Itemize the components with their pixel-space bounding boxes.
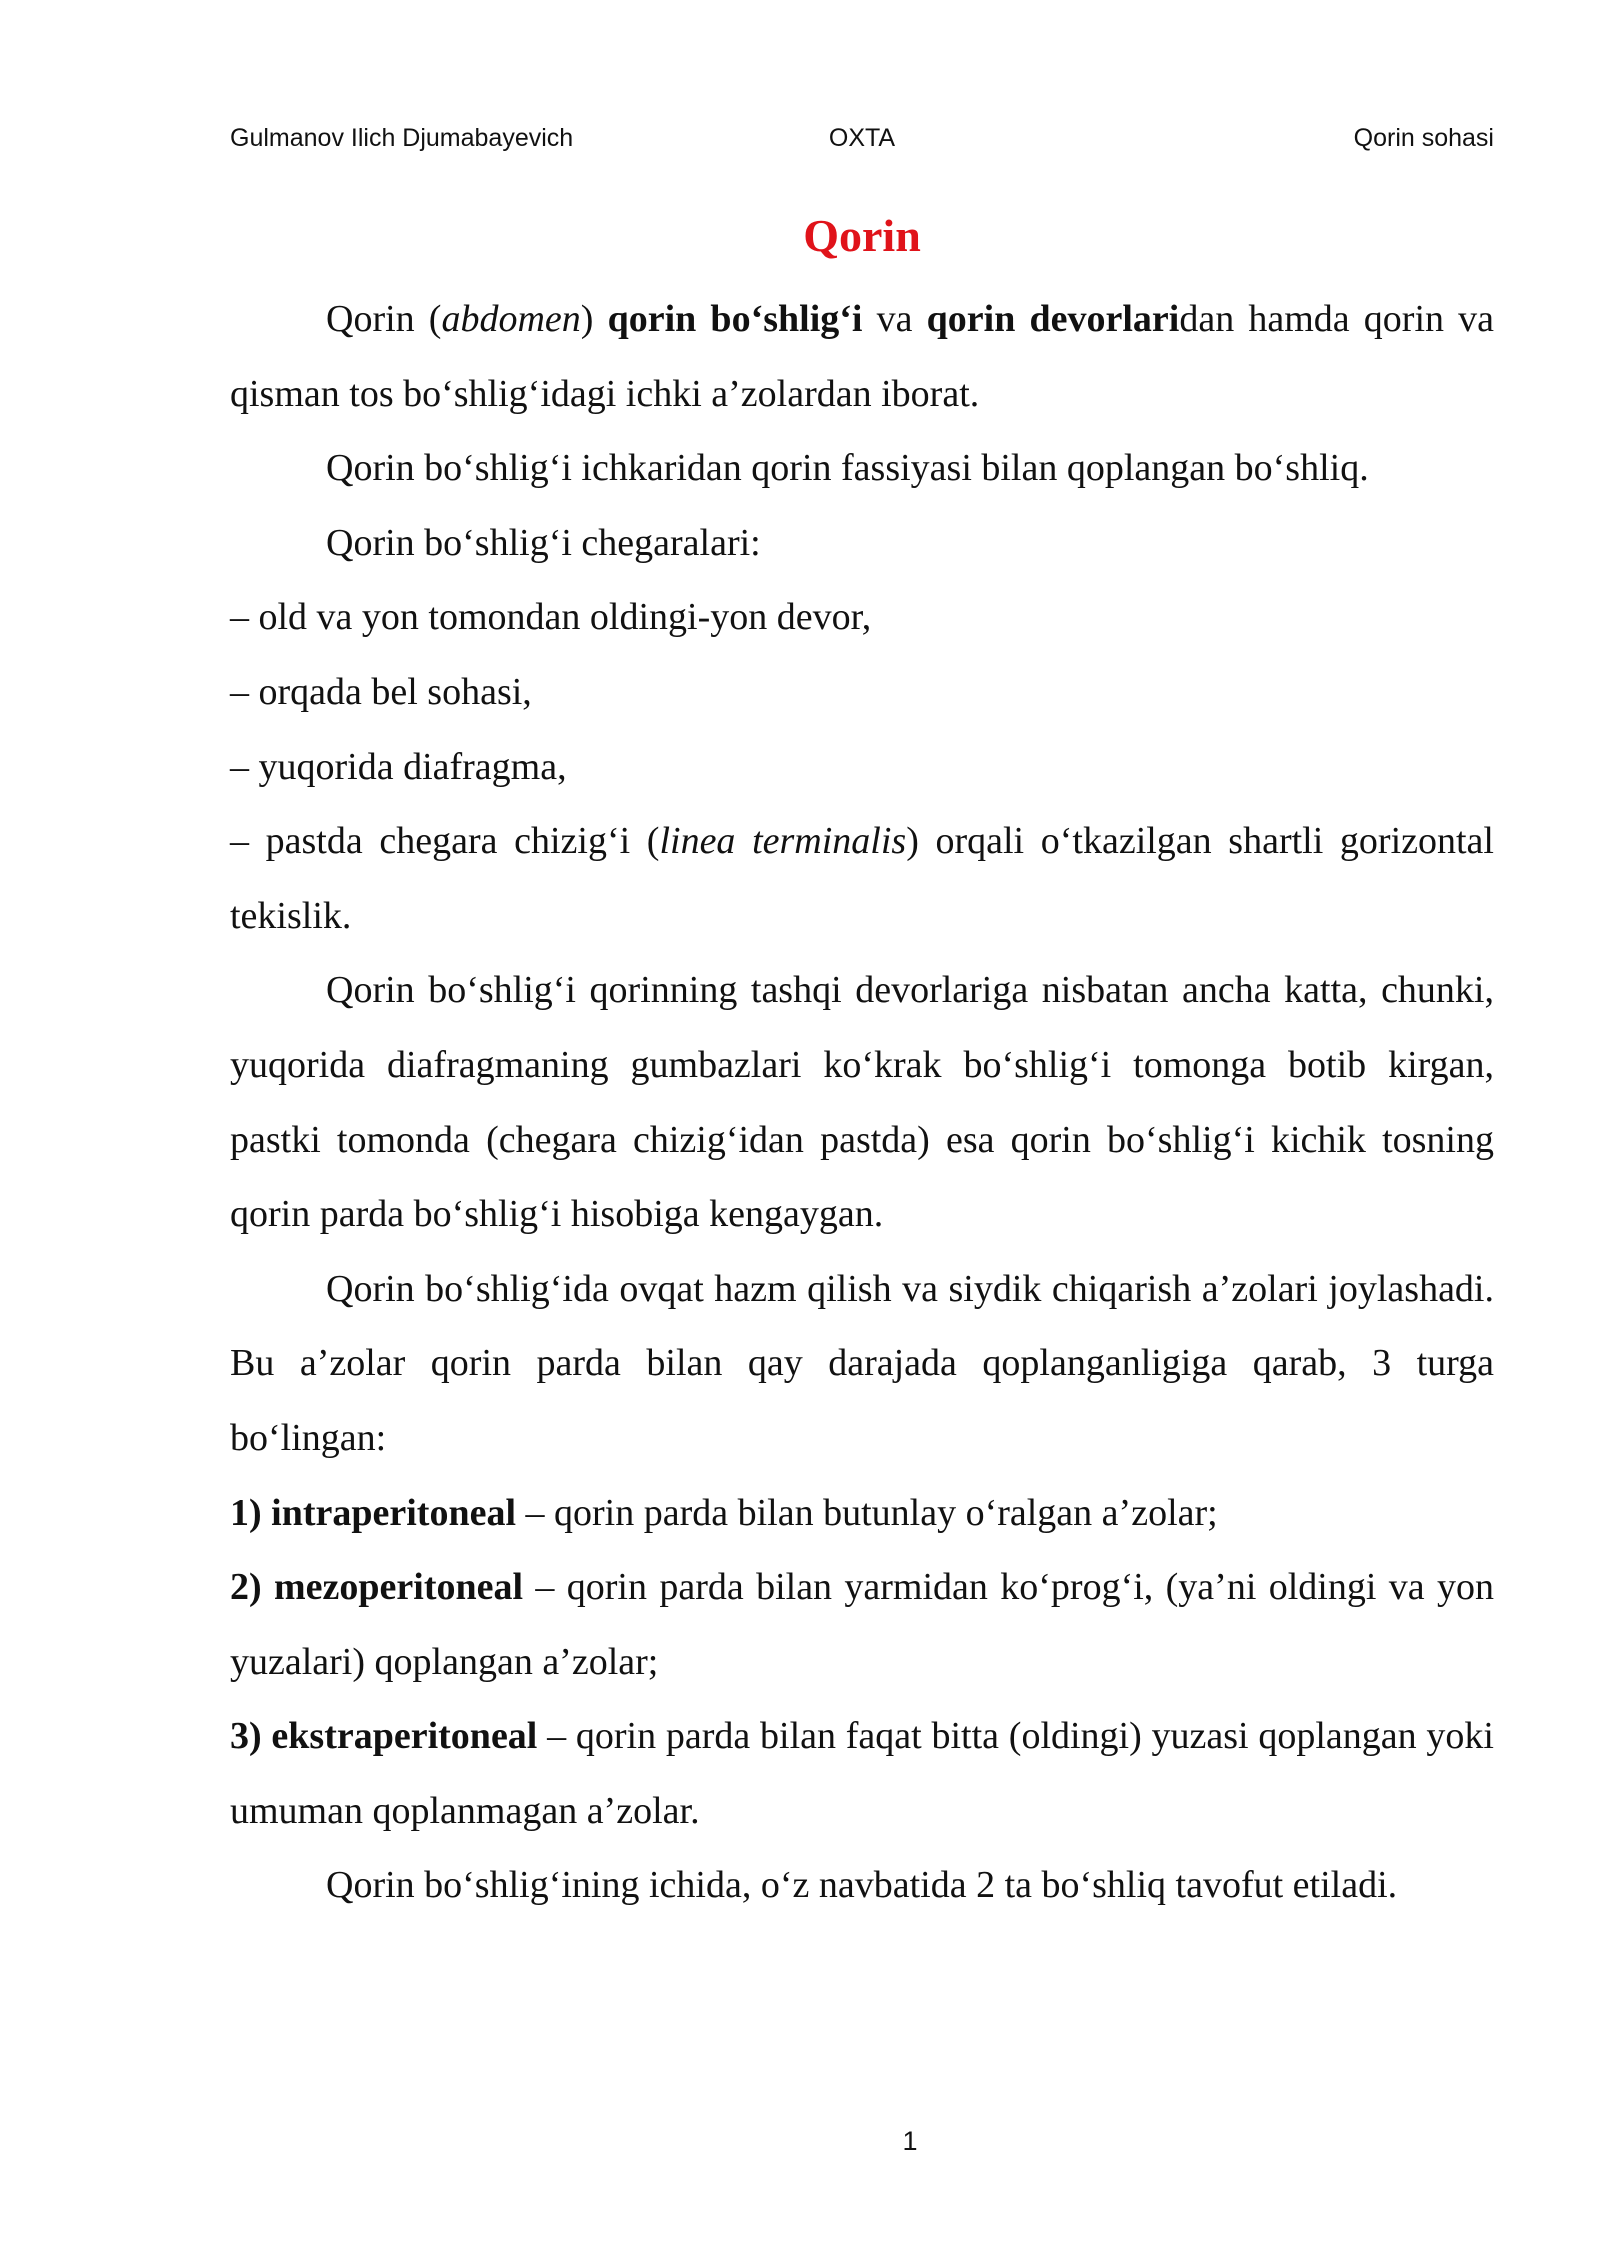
type-3-desc: – qorin parda bilan faqat bitta (oldingi) yuzasi qoplangan yoki umuman qoplanmagan a’zolar. — [230, 1715, 1494, 1832]
type-2-term: 2) mezoperitoneal — [230, 1566, 524, 1609]
boundary-4-text-1: – pastda chegara chizig‘i ( — [230, 820, 660, 863]
intro-text-4: dan hamda qorin va qisman tos bo‘shlig‘idagi ichki a’zolardan iborat. — [230, 298, 1495, 415]
page-number: 1 — [902, 2126, 918, 2156]
running-header — [230, 124, 1494, 158]
intro-text-1: Qorin ( — [326, 298, 442, 340]
paragraph-boundaries-heading: Qorin bo‘shlig‘i chegaralari: — [326, 521, 761, 564]
intro-latin-term: abdomen — [441, 298, 581, 340]
boundary-item-3: – yuqorida diafragma, — [230, 745, 567, 788]
paragraph-organs: Qorin bo‘shlig‘ida ovqat hazm qilish va siydik chiqarish a’zolari joylashadi. Bu a’zolar qorin parda bilan qay darajada qoplanganligiga qarab, 3 turga bo‘lingan: — [230, 1267, 1494, 1459]
header-section: Qorin sohasi — [1353, 124, 1494, 152]
paragraph-cavities: Qorin bo‘shlig‘ining ichida, o‘z navbatida 2 ta bo‘shliq tavofut etiladi. — [326, 1864, 1398, 1907]
paragraph-size: Qorin bo‘shlig‘i qorinning tashqi devorlariga nisbatan ancha katta, chunki, yuqorida diafragmaning gumbazlari ko‘krak bo‘shlig‘i tomonga botib kirgan, pastki tomonda (chegara chizig‘idan pastda) esa qorin bo‘shlig‘i kichik tosning qorin parda bo‘shlig‘i hisobiga kengaygan. — [230, 969, 1494, 1236]
paragraph-intro — [230, 282, 1494, 431]
boundary-item-4 — [230, 804, 1494, 953]
boundary-4-latin-term: linea terminalis — [659, 820, 907, 863]
paragraph-fascia: Qorin bo‘shlig‘i ichkaridan qorin fassiyasi bilan qoplangan bo‘shliq. — [326, 447, 1369, 490]
intro-bold-term-1: qorin bo‘shlig‘i — [607, 298, 863, 340]
type-3-term: 3) ekstraperitoneal — [230, 1715, 538, 1758]
type-item-1 — [230, 1476, 1494, 1551]
type-2-desc: – qorin parda bilan yarmidan ko‘prog‘i, (ya’ni oldingi va yon yuzalari) qoplangan a’zolar; — [230, 1566, 1495, 1683]
header-center: OXTA — [828, 124, 896, 152]
type-1-term: 1) intraperitoneal — [230, 1491, 517, 1534]
header-author: Gulmanov Ilich Djumabayevich — [230, 124, 574, 152]
boundary-item-2: – orqada bel sohasi, — [230, 670, 532, 713]
page-title: Qorin — [803, 210, 921, 261]
intro-text-3: va — [862, 298, 927, 340]
type-1-desc: – qorin parda bilan butunlay o‘ralgan a’zolar; — [516, 1491, 1218, 1534]
boundary-item-1: – old va yon tomondan oldingi-yon devor, — [230, 596, 872, 639]
document-body — [230, 282, 1494, 1923]
type-item-2 — [230, 1550, 1494, 1699]
intro-bold-term-2: qorin devorlari — [926, 298, 1180, 340]
intro-text-2: ) — [580, 298, 608, 340]
boundary-4-text-2: ) orqali o‘tkazilgan shartli gorizontal tekislik. — [230, 820, 1494, 937]
type-item-3 — [230, 1699, 1494, 1848]
